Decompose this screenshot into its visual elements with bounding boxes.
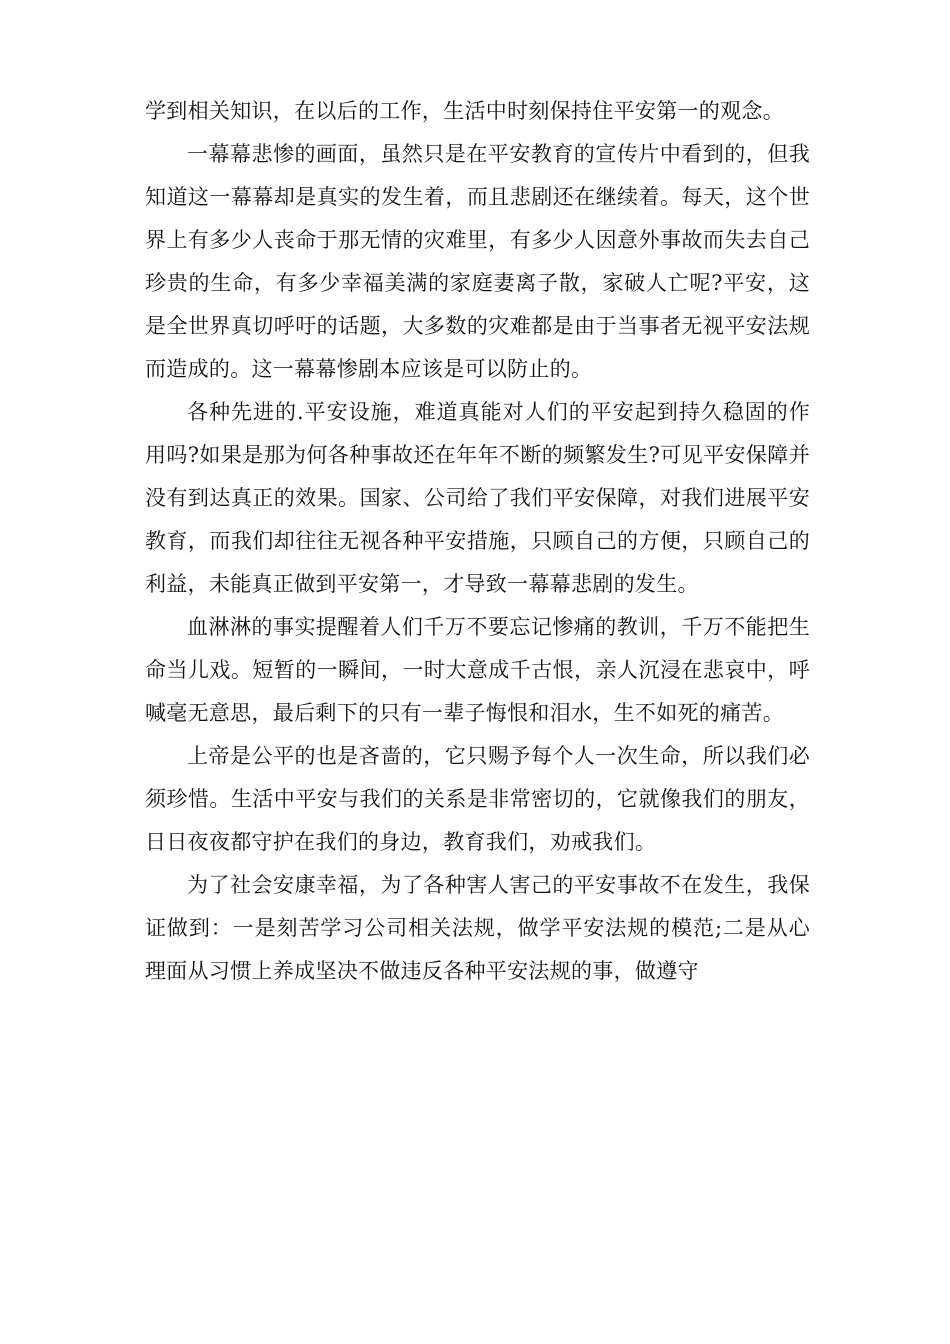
paragraph-5: 上帝是公平的也是吝啬的，它只赐予每个人一次生命，所以我们必须珍惜。生活中平安与我们的关系是非常密切的，它就像我们的朋友，日日夜夜都守护在我们的身边，教育我们，劝戒我们。 <box>145 744 810 854</box>
paragraph-4: 血淋淋的事实提醒着人们千万不要忘记惨痛的教训，千万不能把生命当儿戏。短暂的一瞬间，一时大意成千古恨，亲人沉浸在悲哀中，呼喊毫无意思，最后剩下的只有一辈子悔恨和泪水，生不如死的痛苦。 <box>145 615 810 725</box>
paragraph-3: 各种先进的.平安设施，难道真能对人们的平安起到持久稳固的作用吗?如果是那为何各种事故还在年年不断的频繁发生?可见平安保障并没有到达真正的效果。国家、公司给了我们平安保障，对我们进展平安教育，而我们却往往无视各种平安措施，只顾自己的方便，只顾自己的利益，未能真正做到平安第一，才导致一幕幕悲剧的发生。 <box>145 400 810 596</box>
document-body <box>145 90 810 993</box>
paragraph-6: 为了社会安康幸福，为了各种害人害己的平安事故不在发生，我保证做到：一是刻苦学习公司相关法规，做学平安法规的模范;二是从心理面从习惯上养成坚决不做违反各种平安法规的事，做遵守 <box>145 873 810 983</box>
paragraph-2: 一幕幕悲惨的画面，虽然只是在平安教育的宣传片中看到的，但我知道这一幕幕却是真实的发生着，而且悲剧还在继续着。每天，这个世界上有多少人丧命于那无情的灾难里，有多少人因意外事故而失去自己珍贵的生命，有多少幸福美满的家庭妻离子散，家破人亡呢?平安，这是全世界真切呼吁的话题，大多数的灾难都是由于当事者无视平安法规而造成的。这一幕幕惨剧本应该是可以防止的。 <box>145 142 810 381</box>
paragraph-1: 学到相关知识，在以后的工作，生活中时刻保持住平安第一的观念。 <box>145 99 784 123</box>
